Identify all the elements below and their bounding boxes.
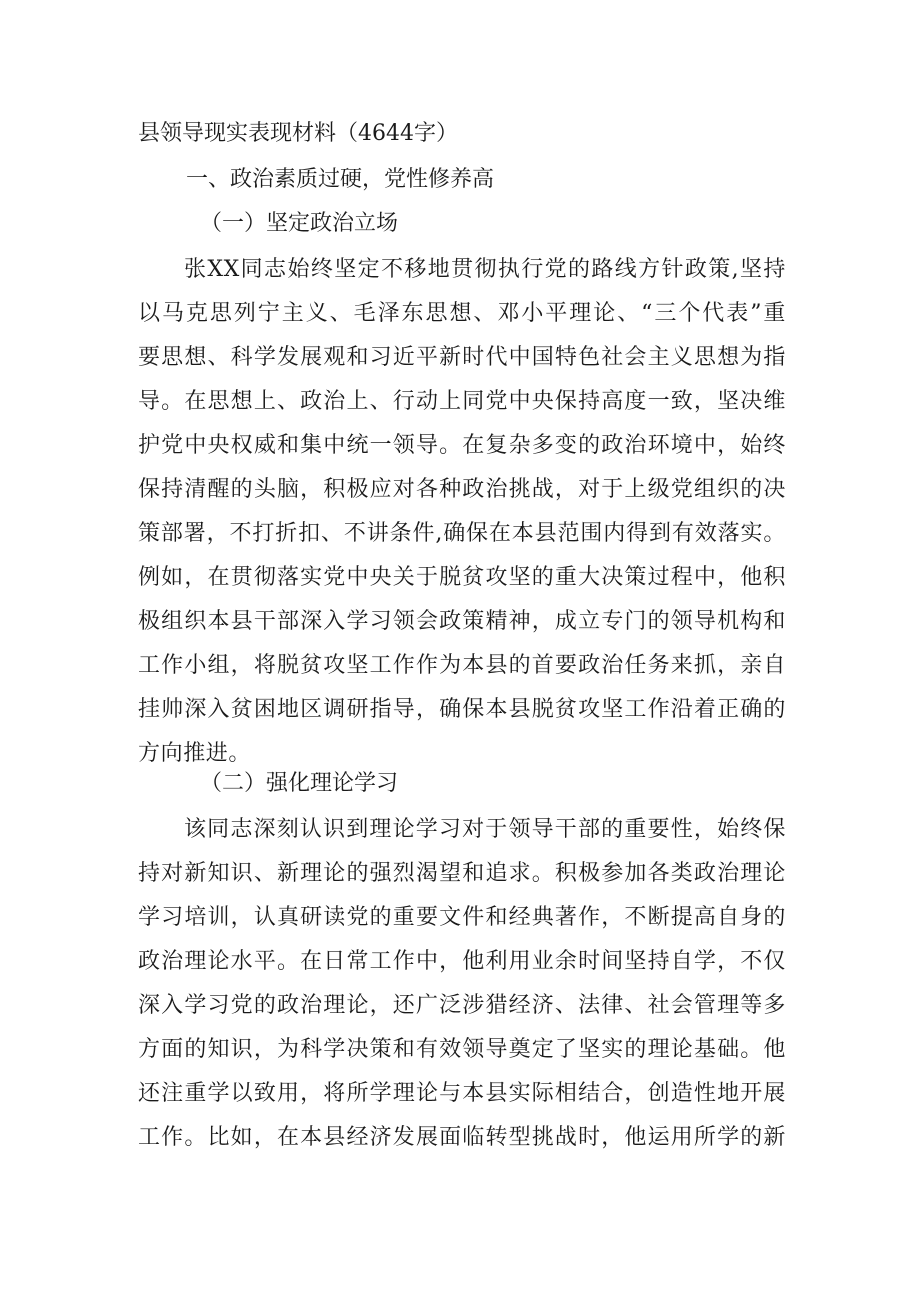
paragraph-political-stance <box>138 248 786 776</box>
subsection-heading-theory-study: （二）强化理论学习 <box>200 771 399 796</box>
paragraph-line: 方向推进。 <box>138 741 252 766</box>
paragraph-line: 极组织本县干部深入学习领会政策精神，成立专门的领导机构和 <box>138 609 786 634</box>
paragraph-line: 策部署，不打折扣、不讲条件,确保在本县范围内得到有效落实。 <box>138 521 786 546</box>
paragraph-line: 学习培训，认真研读党的重要文件和经典著作，不断提高自身的 <box>138 905 786 930</box>
paragraph-line: 例如，在贯彻落实党中央关于脱贫攻坚的重大决策过程中，他积 <box>138 565 786 590</box>
paragraph-line: 挂帅深入贫困地区调研指导，确保本县脱贫攻坚工作沿着正确的 <box>138 697 786 722</box>
paragraph-line: 保持清醒的头脑，积极应对各种政治挑战，对于上级党组织的决 <box>138 477 786 502</box>
paragraph-line: 工作。比如，在本县经济发展面临转型挑战时，他运用所学的新 <box>138 1125 786 1150</box>
paragraph-line: 深入学习党的政治理论，还广泛涉猎经济、法律、社会管理等多 <box>138 993 786 1018</box>
document-title: 县领导现实表现材料（4644字） <box>138 121 458 146</box>
paragraph-line: 要思想、科学发展观和习近平新时代中国特色社会主义思想为指 <box>138 345 786 370</box>
paragraph-line: 导。在思想上、政治上、行动上同党中央保持高度一致，坚决维 <box>138 389 786 414</box>
paragraph-line: 还注重学以致用，将所学理论与本县实际相结合，创造性地开展 <box>138 1081 786 1106</box>
paragraph-line: 张XX同志始终坚定不移地贯彻执行党的路线方针政策,坚持 <box>184 257 786 282</box>
paragraph-line: 以马克思列宁主义、毛泽东思想、邓小平理论、“三个代表”重 <box>138 301 786 326</box>
paragraph-line: 工作小组，将脱贫攻坚工作作为本县的首要政治任务来抓，亲自 <box>138 653 786 678</box>
paragraph-line: 护党中央权威和集中统一领导。在复杂多变的政治环境中，始终 <box>138 433 786 458</box>
subsection-heading-political-stance: （一）坚定政治立场 <box>200 211 399 236</box>
paragraph-line: 持对新知识、新理论的强烈渴望和追求。积极参加各类政治理论 <box>138 861 786 886</box>
paragraph-line: 政治理论水平。在日常工作中，他利用业余时间坚持自学，不仅 <box>138 949 786 974</box>
paragraph-line: 方面的知识，为科学决策和有效领导奠定了坚实的理论基础。他 <box>138 1037 786 1062</box>
paragraph-theory-study <box>138 808 786 1160</box>
section-heading: 一、政治素质过硬，党性修养高 <box>186 167 495 192</box>
paragraph-line: 该同志深刻认识到理论学习对于领导干部的重要性，始终保 <box>184 817 786 842</box>
